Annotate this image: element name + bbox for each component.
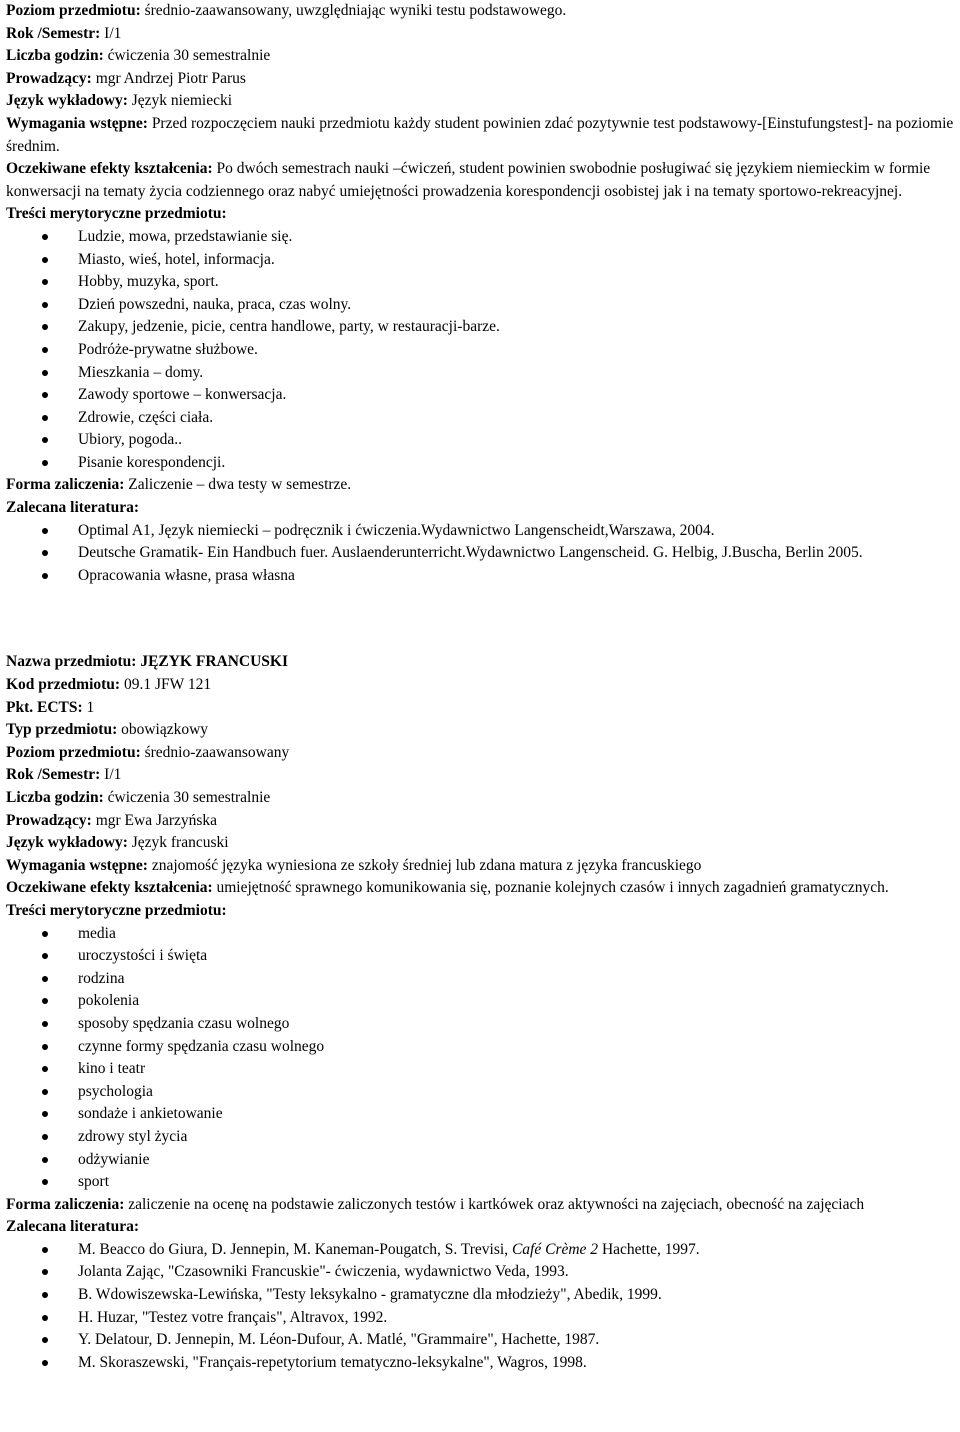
- field-value: zaliczenie na ocenę na podstawie zaliczonych testów i kartkówek oraz aktywności na zajęciach, obecność na zajęciach: [124, 1195, 865, 1213]
- reference-title: Café Crème 2: [511, 1240, 599, 1258]
- list-item: sondaże i ankietowanie: [6, 1103, 954, 1126]
- field-label: Rok /Semestr:: [6, 766, 101, 784]
- list-item: Miasto, wieś, hotel, informacja.: [6, 249, 954, 272]
- field-forma: [6, 1194, 954, 1217]
- field-nazwa: [6, 651, 954, 674]
- field-poziom: [6, 0, 954, 23]
- field-value: I/1: [100, 24, 122, 42]
- field-label: Liczba godzin:: [6, 47, 104, 65]
- field-forma: [6, 474, 954, 497]
- reference-text: M. Beacco do Giura, D. Jennepin, M. Kaneman-Pougatch, S. Trevisi,: [78, 1240, 512, 1258]
- section-heading-literatura: [6, 1216, 954, 1239]
- list-item: pokolenia: [6, 990, 954, 1013]
- field-value: średnio-zaawansowany: [140, 743, 290, 761]
- section-label: Treści merytoryczne przedmiotu:: [6, 205, 227, 223]
- list-item: rodzina: [6, 968, 954, 991]
- section-spacer: [6, 587, 954, 651]
- field-value: średnio-zaawansowany, uwzględniając wyniki testu podstawowego.: [140, 2, 567, 19]
- field-prowadzacy: [6, 810, 954, 833]
- field-label: Liczba godzin:: [6, 789, 104, 806]
- list-item: [6, 1261, 954, 1284]
- field-value: Język francuski: [127, 834, 229, 852]
- field-label: Forma zaliczenia:: [6, 1195, 125, 1213]
- field-value: Przed rozpoczęciem nauki przedmiotu każdy student powinien zdać pozytywnie test podstawowy-[Einstufungstest]- na poziomie średnim.: [6, 114, 954, 155]
- field-wymagania: [6, 113, 954, 158]
- list-item: [6, 1239, 954, 1262]
- field-value: mgr Ewa Jarzyńska: [91, 811, 218, 829]
- field-jezyk: [6, 832, 954, 855]
- field-label: Nazwa przedmiotu:: [6, 653, 137, 671]
- list-item: Dzień powszedni, nauka, praca, czas wolny.: [6, 294, 954, 317]
- list-item: Zawody sportowe – konwersacja.: [6, 384, 954, 407]
- list-item: zdrowy styl życia: [6, 1126, 954, 1149]
- list-item: [6, 1329, 954, 1352]
- list-item: psychologia: [6, 1081, 954, 1104]
- reference-text: Hachette, 1997.: [598, 1240, 700, 1258]
- field-label: Oczekiwane efekty kształcenia:: [6, 160, 213, 178]
- field-value: Język niemiecki: [127, 92, 233, 110]
- field-value: 09.1 JFW 121: [120, 676, 212, 694]
- field-label: Poziom przedmiotu:: [6, 743, 141, 761]
- field-value: ćwiczenia 30 semestralnie: [103, 47, 271, 65]
- field-efekty: [6, 877, 954, 900]
- list-item: odżywianie: [6, 1149, 954, 1172]
- field-rok: [6, 764, 954, 787]
- field-value: umiejętność sprawnego komunikowania się, poznanie kolejnych czasów i innych zagadnień gramatycznych.: [212, 879, 889, 897]
- field-label: Wymagania wstępne:: [6, 856, 148, 874]
- field-value: znajomość języka wyniesiona ze szkoły średniej lub zdana matura z języka francuskiego: [147, 856, 702, 874]
- field-label: Kod przedmiotu:: [6, 676, 121, 694]
- list-item: Zdrowie, części ciała.: [6, 407, 954, 430]
- field-label: Pkt. ECTS:: [6, 698, 83, 716]
- list-item: Ubiory, pogoda..: [6, 429, 954, 452]
- field-value: obowiązkowy: [117, 721, 209, 739]
- field-godziny: [6, 787, 954, 810]
- list-item: Podróże-prywatne służbowe.: [6, 339, 954, 362]
- field-label: Prowadzący:: [6, 811, 92, 829]
- reference-text: B. Wdowiszewska-Lewińska, "Testy leksykalno - gramatyczne dla młodzieży", Abedik, 1999.: [78, 1286, 662, 1304]
- list-item: Mieszkania – domy.: [6, 362, 954, 385]
- field-wymagania: [6, 855, 954, 878]
- field-jezyk: [6, 90, 954, 113]
- field-typ: [6, 719, 954, 742]
- list-item: kino i teatr: [6, 1058, 954, 1081]
- list-item: media: [6, 923, 954, 946]
- list-item: Optimal A1, Język niemiecki – podręcznik i ćwiczenia.Wydawnictwo Langenscheidt,Warszawa, 2004.: [6, 520, 954, 543]
- list-item: [6, 1284, 954, 1307]
- field-ects: [6, 697, 954, 720]
- tresci-list: [6, 923, 954, 1194]
- field-value: mgr Andrzej Piotr Parus: [91, 69, 246, 87]
- field-label: Rok /Semestr:: [6, 24, 101, 42]
- field-value: I/1: [100, 766, 122, 784]
- list-item: [6, 1307, 954, 1330]
- field-value: 1: [82, 698, 95, 716]
- field-label: Oczekiwane efekty kształcenia:: [6, 879, 213, 897]
- tresci-list: [6, 226, 954, 475]
- list-item: Pisanie korespondencji.: [6, 452, 954, 475]
- field-rok: [6, 23, 954, 46]
- reference-text: H. Huzar, "Testez votre français", Altravox, 1992.: [78, 1308, 388, 1326]
- field-value: ćwiczenia 30 semestralnie: [103, 789, 271, 806]
- list-item: sposoby spędzania czasu wolnego: [6, 1013, 954, 1036]
- section-label: Treści merytoryczne przedmiotu:: [6, 901, 227, 919]
- field-godziny: [6, 45, 954, 68]
- field-prowadzacy: [6, 68, 954, 91]
- list-item: Hobby, muzyka, sport.: [6, 271, 954, 294]
- section-heading-literatura: [6, 497, 954, 520]
- reference-text: M. Skoraszewski, "Français-repetytorium tematyczno-leksykalne", Wagros, 1998.: [78, 1353, 587, 1371]
- section-label: Zalecana literatura:: [6, 499, 140, 517]
- section-heading-tresci: [6, 900, 954, 923]
- list-item: uroczystości i święta: [6, 945, 954, 968]
- list-item: Deutsche Gramatik- Ein Handbuch fuer. Auslaenderunterricht.Wydawnictwo Langenscheid. G. Helbig, J.Buscha, Berlin 2005.: [6, 542, 954, 565]
- list-item: sport: [6, 1171, 954, 1194]
- field-value: Po dwóch semestrach nauki –ćwiczeń, student powinien swobodnie posługiwać się językiem niemieckim w formie konwersacji na tematy życia codziennego oraz nabyć umiejętności prowadzenia korespondencji osobistej jak i na tematy sportowo-rekreacyjnej.: [6, 160, 931, 200]
- reference-text: Jolanta Zając, "Czasowniki Francuskie"- ćwiczenia, wydawnictwo Veda, 1993.: [78, 1263, 569, 1281]
- field-label: Forma zaliczenia:: [6, 476, 125, 494]
- section-heading-tresci: [6, 203, 954, 226]
- literatura-list: [6, 1239, 954, 1375]
- field-poziom: [6, 742, 954, 765]
- literatura-list: [6, 520, 954, 588]
- field-label: Typ przedmiotu:: [6, 721, 118, 739]
- field-label: Język wykładowy:: [6, 834, 128, 852]
- field-label: Prowadzący:: [6, 69, 92, 87]
- list-item: Zakupy, jedzenie, picie, centra handlowe, party, w restauracji-barze.: [6, 316, 954, 339]
- section-label: Zalecana literatura:: [6, 1218, 140, 1236]
- field-value: Zaliczenie – dwa testy w semestrze.: [124, 476, 352, 494]
- list-item: czynne formy spędzania czasu wolnego: [6, 1036, 954, 1059]
- field-label: Poziom przedmiotu:: [6, 2, 141, 19]
- field-label: Wymagania wstępne:: [6, 114, 148, 132]
- field-efekty: [6, 158, 954, 203]
- list-item: Opracowania własne, prasa własna: [6, 565, 954, 588]
- field-label: Język wykładowy:: [6, 92, 128, 110]
- reference-text: Y. Delatour, D. Jennepin, M. Léon-Dufour, A. Matlé, "Grammaire", Hachette, 1987.: [78, 1331, 600, 1349]
- list-item: [6, 1352, 954, 1375]
- field-kod: [6, 674, 954, 697]
- field-value: JĘZYK FRANCUSKI: [136, 653, 289, 671]
- list-item: Ludzie, mowa, przedstawianie się.: [6, 226, 954, 249]
